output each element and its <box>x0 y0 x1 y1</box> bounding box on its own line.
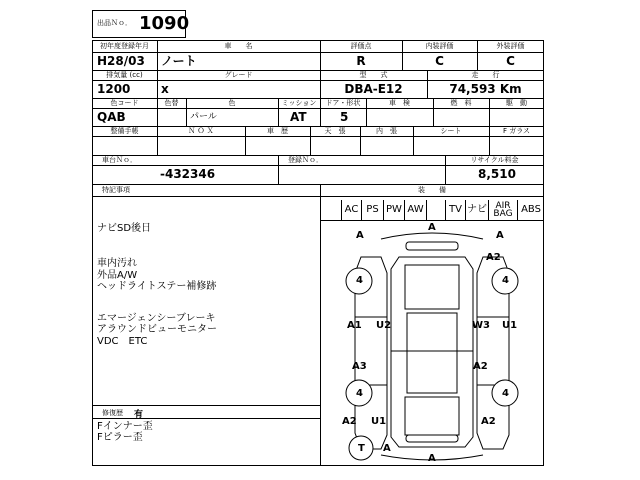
glass-label: F ガラス <box>502 127 531 135</box>
remark-line: アラウンドビューモニター <box>97 324 217 335</box>
damage-mark: A <box>428 453 436 464</box>
displacement-label: 排気量 (cc) <box>106 71 143 79</box>
nox-label: Ｎ Ｏ Ｘ <box>188 127 214 135</box>
exhibit-number-label: 出品Ｎｏ． <box>97 19 132 27</box>
exhibit-number: 1090 <box>139 13 190 34</box>
damage-mark: A2 <box>486 252 501 263</box>
equipment-label: 装 備 <box>418 186 446 194</box>
interior-score-value: C <box>435 54 444 68</box>
mission-label: ミッション <box>281 99 317 107</box>
inspection-label: 車 検 <box>389 99 410 107</box>
seat-label: シート <box>440 127 462 135</box>
repair-line: Fピラー歪 <box>97 432 143 443</box>
car-name-label: 車 名 <box>224 42 253 50</box>
equipment-abs: ABS <box>517 200 544 220</box>
mission-value: AT <box>290 110 307 124</box>
color-change-label: 色替 <box>164 99 179 107</box>
chassis-value: -432346 <box>160 167 216 181</box>
exterior-score-label: 外装評価 <box>496 42 525 50</box>
damage-mark: A <box>496 230 504 241</box>
damage-mark: U1 <box>502 320 518 331</box>
doors-value: 5 <box>340 110 349 124</box>
damage-mark: A <box>356 230 364 241</box>
exhibit-number-box <box>92 10 190 38</box>
repair-history-value: 有 <box>134 410 144 420</box>
fuel-label: 燃 料 <box>450 99 472 107</box>
car-name-value: ノート <box>161 54 197 68</box>
damage-mark: 4 <box>356 388 363 399</box>
exterior-score-value: C <box>506 54 515 68</box>
grade-value: x <box>161 82 169 96</box>
damage-mark: A3 <box>352 361 367 372</box>
remarks-label: 特記事項 <box>102 186 130 194</box>
equipment-ps: PS <box>361 200 383 220</box>
color-code-label: 色コード <box>110 99 139 107</box>
damage-mark: T <box>358 443 365 454</box>
recycle-value: 8,510 <box>478 167 516 181</box>
year-label: 初年度登録年月 <box>100 42 149 50</box>
interior-upholstery-label: 内 張 <box>376 127 397 135</box>
equipment-pw: PW <box>383 200 404 220</box>
equipment-airbag: AIR BAG <box>488 200 517 220</box>
interior-score-label: 内装評価 <box>425 42 454 50</box>
damage-mark: 4 <box>502 275 509 286</box>
damage-mark: A <box>383 443 391 454</box>
grade-label: グレード <box>224 71 253 79</box>
color-code-value: QAB <box>97 110 126 124</box>
remark-line: エマージェンシーブレーキ <box>97 313 216 324</box>
damage-mark: W3 <box>472 320 490 331</box>
recycle-label: リサイクル料金 <box>470 156 519 164</box>
remark-line: VDC ETC <box>97 336 148 347</box>
displacement-value: 1200 <box>97 82 131 96</box>
registration-label: 登録Ｎｏ． <box>288 156 323 164</box>
maintenance-label: 整備手帳 <box>110 127 139 135</box>
damage-mark: U1 <box>371 416 387 427</box>
history-label: 車 歴 <box>267 127 288 135</box>
damage-mark: A2 <box>481 416 496 427</box>
damage-mark: A2 <box>342 416 357 427</box>
mileage-label: 走 行 <box>471 71 500 79</box>
model-value: DBA-E12 <box>344 82 403 96</box>
drive-label: 駆 動 <box>506 99 527 107</box>
car-diagram <box>321 221 543 465</box>
damage-mark: 4 <box>502 388 509 399</box>
repair-line: Fインナー歪 <box>97 421 153 432</box>
mileage-value: 74,593 Km <box>449 82 522 96</box>
color-label: 色 <box>228 99 236 107</box>
remark-line: 車内汚れ <box>97 258 137 269</box>
remark-line: 外品A/W <box>97 270 138 281</box>
chassis-label: 車台Ｎｏ． <box>102 156 137 164</box>
remark-line: ヘッドライトステー補修跡 <box>97 281 217 292</box>
remark-line: ナビSD後日 <box>97 223 152 234</box>
damage-mark: A <box>428 222 436 233</box>
equipment-aw: AW <box>404 200 426 220</box>
damage-mark: A1 <box>347 320 362 331</box>
equipment-tv: TV <box>445 200 465 220</box>
color-value: パール <box>190 112 217 122</box>
ceiling-label: 天 張 <box>324 127 346 135</box>
doors-label: ドア・形状 <box>325 99 361 107</box>
score-value: R <box>356 54 366 68</box>
damage-mark: A2 <box>473 361 488 372</box>
equipment-ac: AC <box>341 200 361 220</box>
score-label: 評価点 <box>350 42 372 50</box>
model-label: 型 式 <box>359 71 388 79</box>
damage-mark: U2 <box>376 320 392 331</box>
repair-history-label: 修復歴 <box>102 409 123 417</box>
damage-mark: 4 <box>356 275 363 286</box>
equipment-navi: ナビ <box>465 200 488 220</box>
year-value: H28/03 <box>97 54 145 68</box>
equipment-blank <box>426 200 445 220</box>
